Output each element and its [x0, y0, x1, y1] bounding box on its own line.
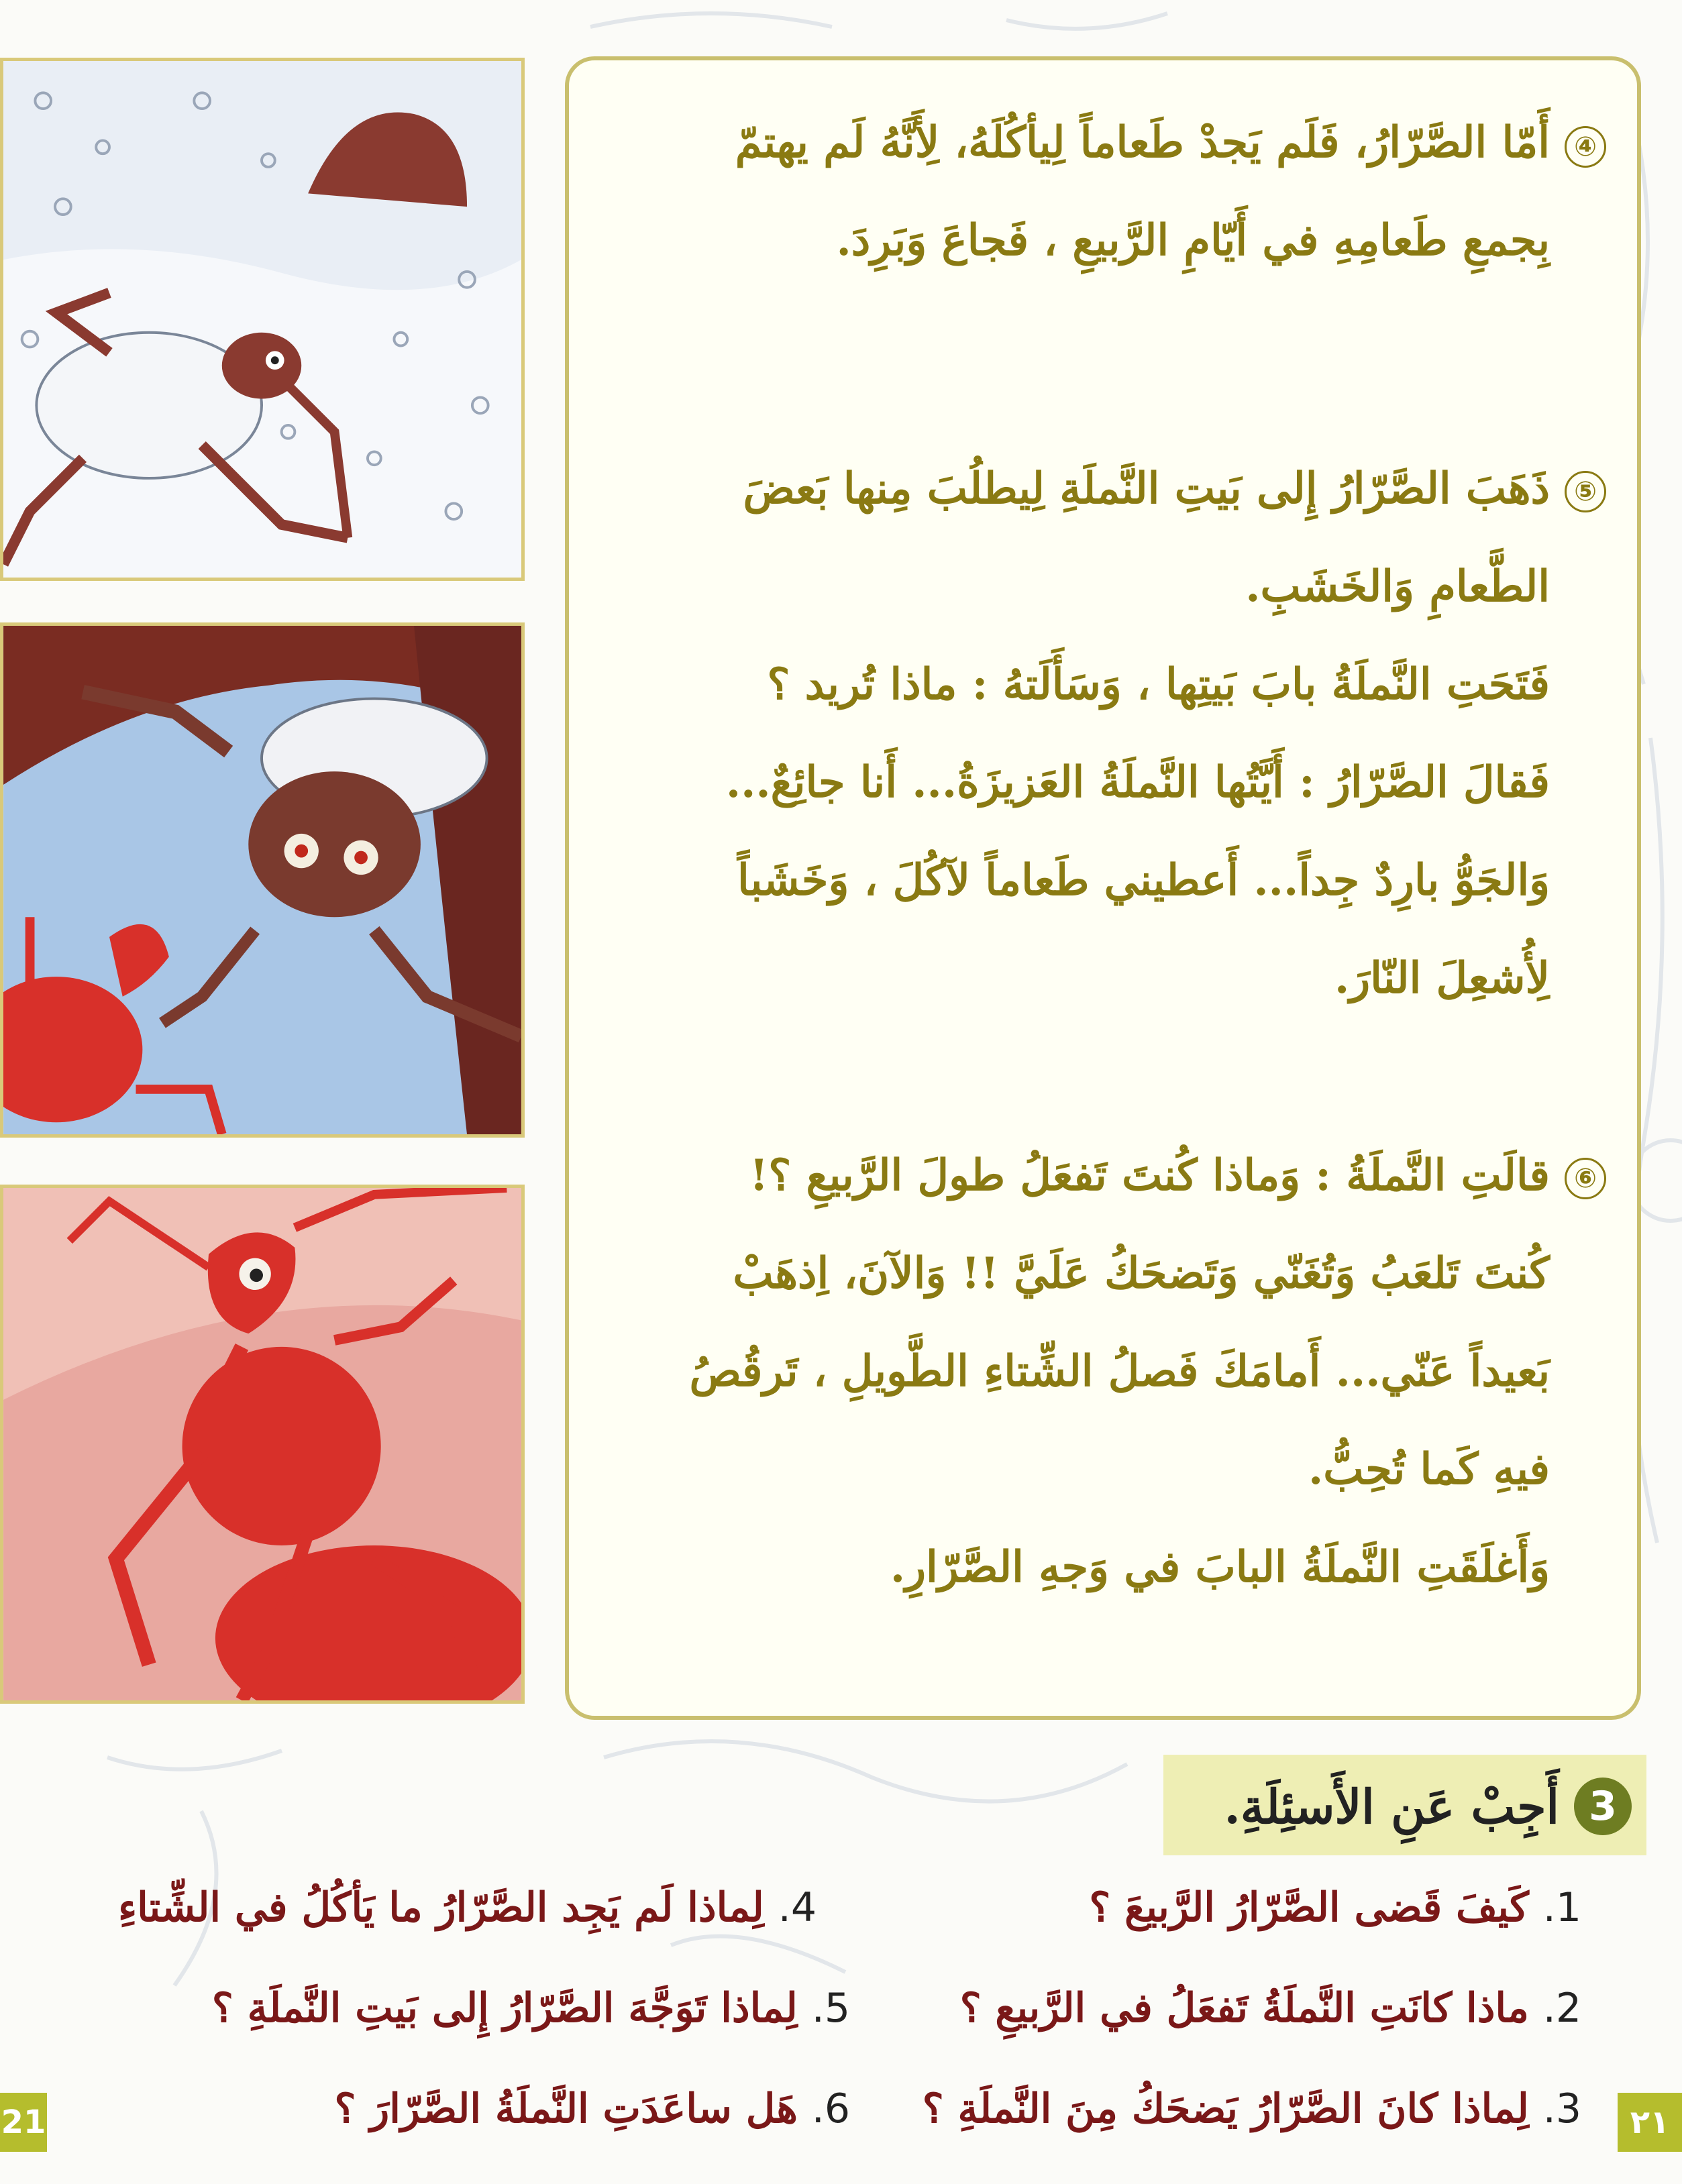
story-line: فَتَحَتِ النَّملَةُ بابَ بَيتِها ، وَسَأَلَتهُ : ماذا تُريد ؟ — [767, 659, 1550, 710]
story-paragraph-4 — [590, 94, 1550, 290]
story-line: كُنتَ تَلعَبُ وَتُغَنّي وَتَضحَكُ عَلَيَّ !! وَالآنَ، اِذهَبْ — [733, 1248, 1550, 1299]
question-5 — [212, 1975, 850, 2042]
story-line: فَقالَ الصَّرّارُ : أَيَّتُها النَّملَةُ العَزيزَةُ... أَنا جائِعٌ... — [725, 757, 1550, 808]
story-line: الطَّعامِ وَالخَشَبِ. — [1245, 561, 1550, 612]
angry-ant-illustration — [0, 1185, 525, 1704]
cricket-asking-ant-illustration — [0, 622, 525, 1138]
story-paragraph-6 — [590, 1127, 1550, 1617]
story-line: لِأُشعِلَ النّارَ. — [1334, 953, 1550, 1003]
story-line: وَالجَوُّ بارِدٌ جِداً... أَعطيني طَعاماً لآكُلَ ، وَخَشَباً — [737, 855, 1550, 906]
exercise-heading — [1163, 1755, 1646, 1855]
paragraph-number-6: ⑥ — [1565, 1158, 1606, 1199]
story-line: أَمّا الصَّرّارُ، فَلَم يَجدْ طَعاماً لِيأكُلَهُ، لِأَنَّهُ لَم يهتمّ — [735, 117, 1550, 168]
question-text: لِماذا كانَ الصَّرّارُ يَضحَكُ مِنَ النَّملَةِ ؟ — [922, 2085, 1529, 2132]
door-scene-icon — [3, 626, 521, 1134]
question-number: 3. — [1542, 2085, 1581, 2132]
question-text: لِماذا تَوَجَّهَ الصَّرّارُ إِلى بَيتِ النَّملَةِ ؟ — [211, 1985, 798, 2032]
question-number: 6. — [811, 2085, 850, 2132]
story-line: فيهِ كَما تُحِبُّ. — [1308, 1444, 1550, 1494]
story-paragraph-5 — [590, 440, 1550, 1028]
paragraph-number-4: ④ — [1565, 126, 1606, 168]
question-3 — [923, 2075, 1581, 2142]
snow-scene-icon — [3, 61, 521, 578]
exercise-number-badge: 3 — [1574, 1778, 1632, 1835]
story-line: بَعيداً عَنّي... أَمامَكَ فَصلُ الشِّتاءِ الطَّويلِ ، تَرقُصُ — [689, 1346, 1550, 1397]
question-6 — [335, 2075, 850, 2142]
exercise-title: أَجِبْ عَنِ الأَسئِلَةِ. — [1224, 1779, 1559, 1835]
page-number-right: ٢١ — [1618, 2093, 1682, 2152]
cricket-in-snow-illustration — [0, 58, 525, 581]
question-text: ماذا كانَتِ النَّملَةُ تَفعَلُ في الرَّبيعِ ؟ — [959, 1985, 1529, 2032]
question-number: 5. — [811, 1985, 850, 2032]
story-box — [565, 56, 1641, 1720]
paragraph-number-5: ⑤ — [1565, 471, 1606, 512]
story-line: وَأَغلَقَتِ النَّملَةُ البابَ في وَجهِ الصَّرّارِ. — [890, 1542, 1550, 1592]
question-4 — [118, 1874, 817, 1941]
question-1 — [1089, 1874, 1581, 1941]
page-number-left: 21 — [0, 2093, 47, 2152]
question-text: لِماذا لَم يَجِد الصَّرّارُ ما يَأكُلُ في الشِّتاءِ — [117, 1884, 764, 1931]
angry-ant-icon — [3, 1188, 521, 1700]
question-text: كَيفَ قَضى الصَّرّارُ الرَّبيعَ ؟ — [1089, 1884, 1529, 1931]
story-line: بِجمعِ طَعامِهِ في أَيّامِ الرَّبيعِ ، فَجاعَ وَبَرِدَ. — [836, 215, 1550, 266]
question-number: 4. — [778, 1884, 817, 1931]
story-line: ذَهَبَ الصَّرّارُ إِلى بَيتِ النَّملَةِ لِيطلُبَ مِنها بَعضَ — [743, 463, 1550, 514]
question-2 — [960, 1975, 1581, 2042]
question-number: 2. — [1542, 1985, 1581, 2032]
story-line: قالَتِ النَّملَةُ : وَماذا كُنتَ تَفعَلُ طولَ الرَّبيعِ ؟! — [749, 1150, 1550, 1201]
question-text: هَل ساعَدَتِ النَّملَةُ الصَّرّارَ ؟ — [334, 2085, 798, 2132]
question-number: 1. — [1542, 1884, 1581, 1931]
